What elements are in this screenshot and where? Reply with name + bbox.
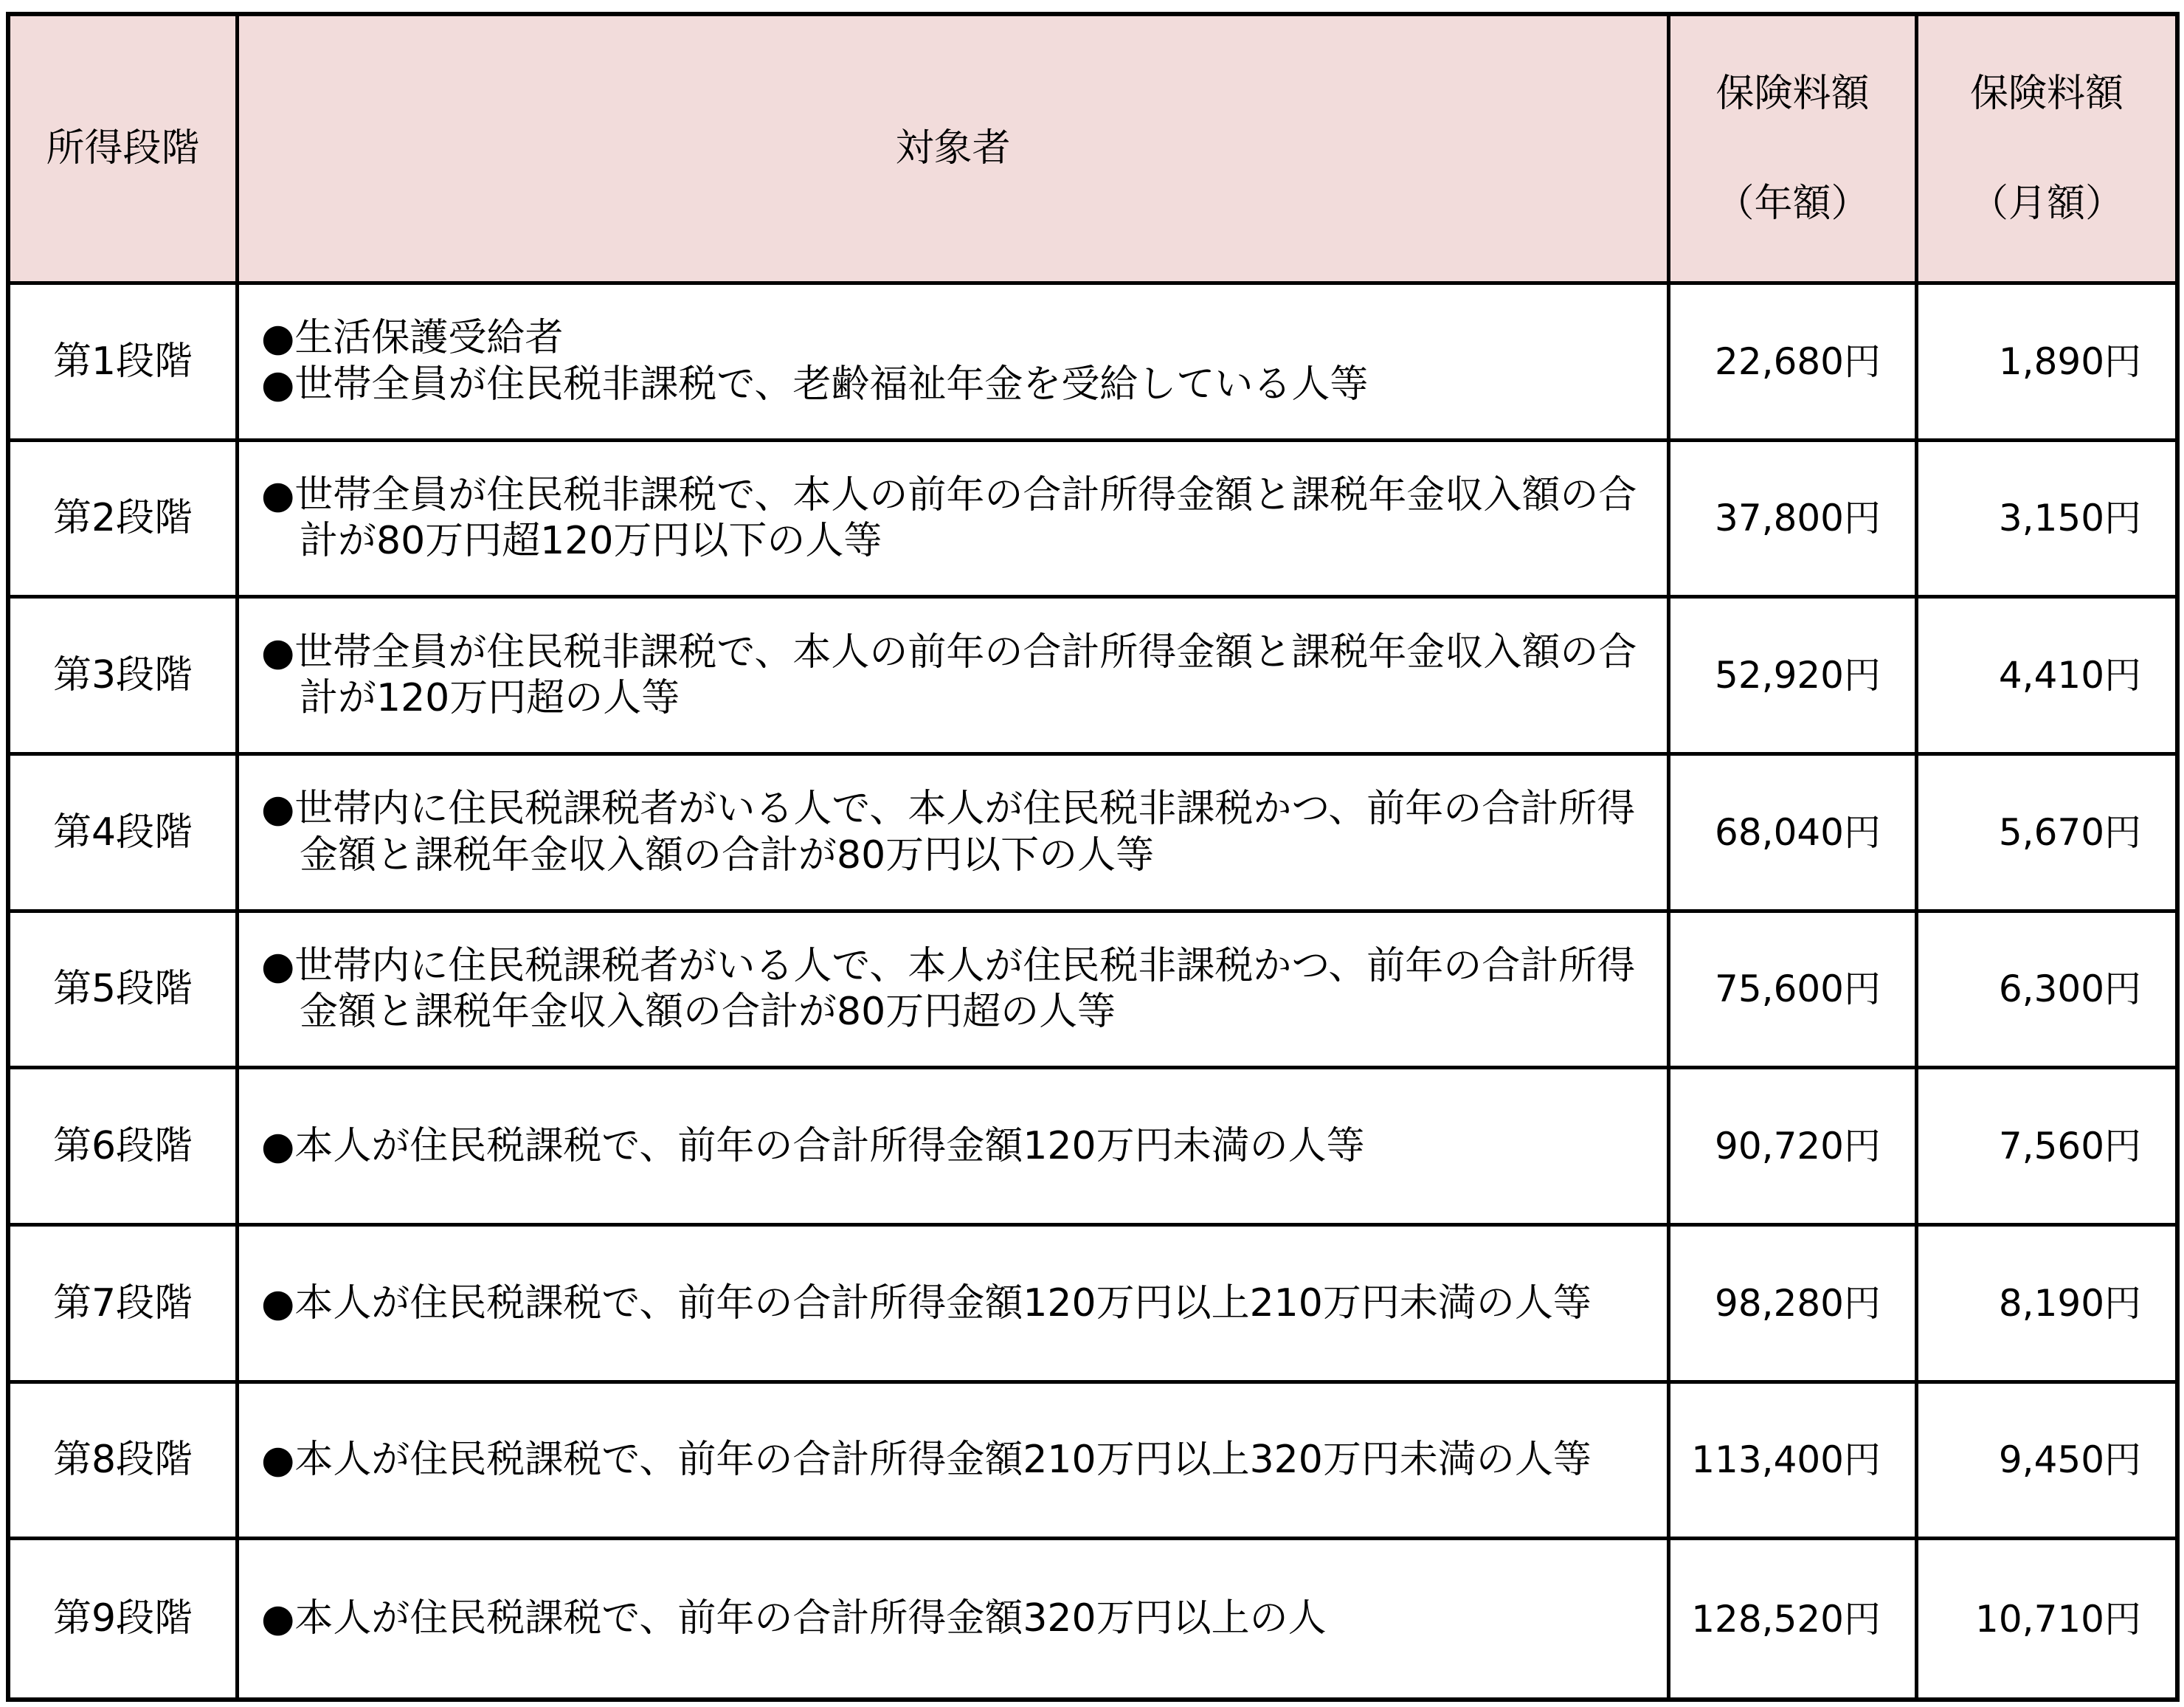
target-line: ●世帯全員が住民税非課税で、老齢福祉年金を受給している人等 (261, 362, 1369, 407)
annual-amount: 37,800円 (1715, 497, 1881, 540)
grade-label: 第5段階 (52, 967, 193, 1012)
grade-label: 第7段階 (52, 1280, 193, 1325)
table-row-monthly (1918, 756, 2175, 913)
target-line: ●世帯全員が住民税非課税で、本人の前年の合計所得金額と課税年金収入額の合計が80万円超120万円以下の人等 (261, 473, 1637, 564)
table-row-grade (10, 913, 239, 1070)
monthly-amount: 10,710円 (1975, 1597, 2141, 1641)
header-monthly-unit: （月額） (1969, 182, 2123, 227)
table-row-target (239, 599, 1670, 756)
monthly-amount: 8,190円 (1998, 1281, 2141, 1325)
table-row-annual (1670, 1227, 1918, 1384)
target-line: ●世帯全員が住民税非課税で、本人の前年の合計所得金額と課税年金収入額の合計が120万円超の人等 (261, 630, 1637, 721)
table-row-target (239, 1540, 1670, 1697)
table-row-annual (1670, 913, 1918, 1070)
table-row-grade (10, 599, 239, 756)
target-text (261, 1123, 1365, 1169)
table-row-target (239, 1227, 1670, 1384)
target-line: ●本人が住民税課税で、前年の合計所得金額120万円未満の人等 (261, 1123, 1365, 1168)
target-line: ●世帯内に住民税課税者がいる人で、本人が住民税非課税かつ、前年の合計所得金額と課税年金収入額の合計が80万円以下の人等 (261, 787, 1636, 877)
target-text (261, 1437, 1592, 1483)
grade-label: 第4段階 (52, 810, 193, 855)
header-target-label: 対象者 (895, 126, 1011, 171)
target-text (261, 472, 1655, 565)
header-annual-unit: （年額） (1715, 182, 1870, 227)
table-row-monthly (1918, 285, 2175, 442)
monthly-amount: 3,150円 (1998, 497, 2141, 540)
table-row-grade (10, 1540, 239, 1697)
annual-amount: 98,280円 (1715, 1281, 1881, 1325)
table-row-monthly (1918, 1227, 2175, 1384)
table-row-monthly (1918, 1384, 2175, 1541)
annual-amount: 90,720円 (1715, 1125, 1881, 1168)
header-grade (10, 16, 239, 285)
target-text (261, 315, 1368, 407)
table-row-target (239, 913, 1670, 1070)
table-row-annual (1670, 1540, 1918, 1697)
target-line: ●生活保護受給者 (261, 316, 564, 361)
table-row-target (239, 756, 1670, 913)
monthly-amount: 4,410円 (1998, 654, 2141, 697)
table-row-grade (10, 756, 239, 913)
grade-label: 第8段階 (52, 1438, 193, 1483)
grade-label: 第2段階 (52, 496, 193, 541)
header-target (239, 16, 1670, 285)
table-row-annual (1670, 1384, 1918, 1541)
table-row-monthly (1918, 1540, 2175, 1697)
premium-table (6, 12, 2180, 1702)
target-line: ●本人が住民税課税で、前年の合計所得金額120万円以上210万円未満の人等 (261, 1280, 1592, 1325)
table-row-target (239, 1384, 1670, 1541)
header-monthly-label: 保険料額 (1969, 71, 2123, 116)
table-row-annual (1670, 756, 1918, 913)
table-row-annual (1670, 1069, 1918, 1227)
header-annual-label: 保険料額 (1715, 71, 1870, 116)
header-monthly (1918, 16, 2175, 285)
target-text (261, 786, 1655, 878)
table-row-monthly (1918, 599, 2175, 756)
monthly-amount: 7,560円 (1998, 1125, 2141, 1168)
table-row-grade (10, 1384, 239, 1541)
table-row-monthly (1918, 913, 2175, 1070)
target-line: ●本人が住民税課税で、前年の合計所得金額210万円以上320万円未満の人等 (261, 1438, 1592, 1483)
annual-amount: 22,680円 (1715, 339, 1881, 383)
target-line: ●本人が住民税課税で、前年の合計所得金額320万円以上の人 (261, 1596, 1327, 1641)
target-text (261, 1280, 1592, 1326)
grade-label: 第9段階 (52, 1596, 193, 1641)
table-row-annual (1670, 599, 1918, 756)
table-row-grade (10, 1069, 239, 1227)
monthly-amount: 1,890円 (1998, 339, 2141, 383)
grade-label: 第6段階 (52, 1123, 193, 1168)
table-row-monthly (1918, 1069, 2175, 1227)
annual-amount: 75,600円 (1715, 968, 1881, 1011)
annual-amount: 68,040円 (1715, 810, 1881, 854)
annual-amount: 52,920円 (1715, 654, 1881, 697)
grade-label: 第3段階 (52, 652, 193, 697)
table-row-annual (1670, 442, 1918, 599)
monthly-amount: 9,450円 (1998, 1438, 2141, 1482)
grade-label: 第1段階 (52, 339, 193, 384)
table-row-grade (10, 442, 239, 599)
table-row-grade (10, 1227, 239, 1384)
table-row-monthly (1918, 442, 2175, 599)
monthly-amount: 5,670円 (1998, 810, 2141, 854)
annual-amount: 113,400円 (1691, 1438, 1881, 1482)
table-row-target (239, 442, 1670, 599)
target-text (261, 1596, 1327, 1641)
monthly-amount: 6,300円 (1998, 968, 2141, 1011)
table-row-grade (10, 285, 239, 442)
header-grade-label: 所得段階 (46, 126, 200, 171)
annual-amount: 128,520円 (1691, 1597, 1881, 1641)
header-annual (1670, 16, 1918, 285)
table-row-target (239, 285, 1670, 442)
table-row-target (239, 1069, 1670, 1227)
table-row-annual (1670, 285, 1918, 442)
target-text (261, 943, 1655, 1035)
target-text (261, 630, 1655, 722)
target-line: ●世帯内に住民税課税者がいる人で、本人が住民税非課税かつ、前年の合計所得金額と課税年金収入額の合計が80万円超の人等 (261, 944, 1636, 1035)
